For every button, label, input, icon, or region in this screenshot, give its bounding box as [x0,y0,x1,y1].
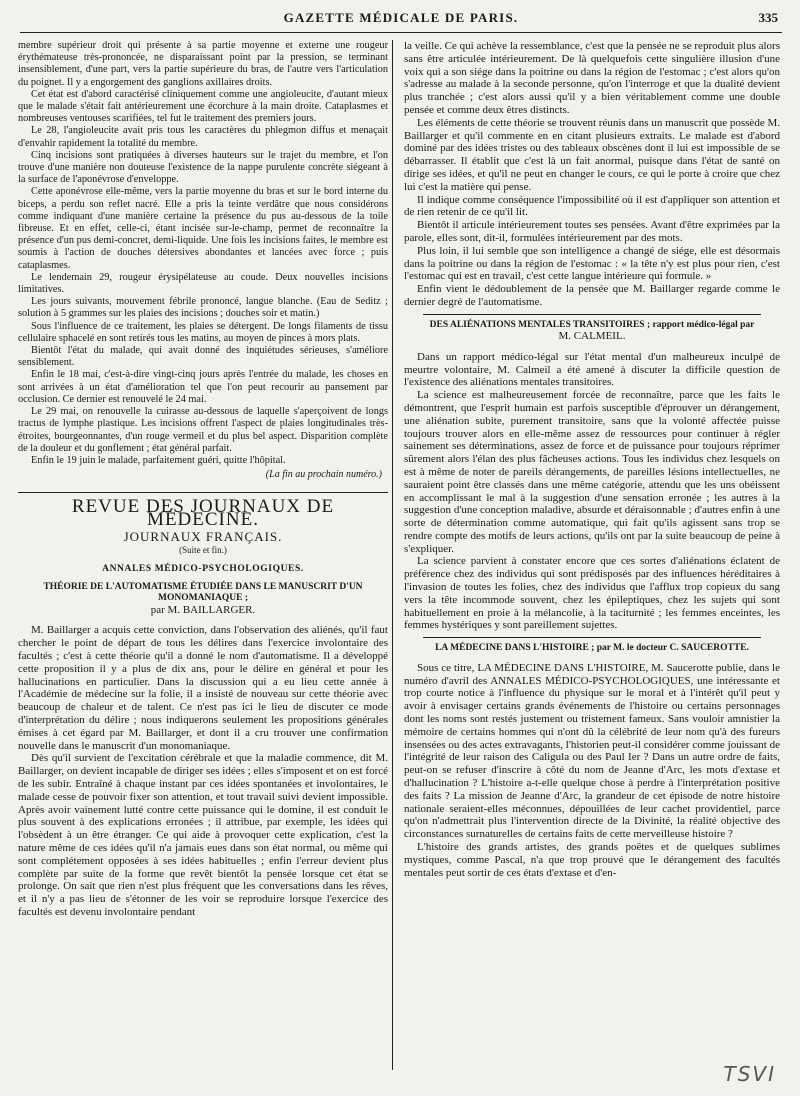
article-rule [423,314,761,315]
article2-title [404,320,780,344]
article-paragraph: Dans un rapport médico-légal sur l'état mental d'un malheureux inculpé de meurtre volontaire, M. Calmeil a été amené à discuter la difficile question de l'existence des aliénations mentales transitoires. [404,350,780,389]
article-author: par M. BAILLARGER. [150,603,256,616]
column-divider [392,40,393,1070]
case-paragraph: Enfin le 19 juin le malade, parfaitement guéri, quitte l'hôpital. [31,454,286,466]
article-paragraph: Bientôt il articule intérieurement toutes ses pensées. Avant d'être exprimées par la parole, elles sont, dit-il, formulées intérieurement par des mots. [404,219,780,244]
subsection-title: JOURNAUX FRANÇAIS. [123,528,283,544]
article-paragraph: Il indique comme conséquence l'impossibilité où il est d'appliquer son attention et de rien retenir de ce qu'il lit. [404,193,780,219]
article-paragraph: Les éléments de cette théorie se trouvent réunis dans un manuscrit que possède M. Baillarger et qu'il commente en en citant plusieurs extraits. Le malade est d'abord dominé par des idées tristes ou des tableaux obscènes dont il lui est impossible de se débarrasser. Il établit que c'est là un fait anormal, puisque dans l'état de santé on dirige ses idées, et qu'il ne peut en changer le cours, ce qui le porte à croire que chez lui c'est la matière qui pense. [404,116,780,193]
article-paragraph: La science parvient à constater encore que ces sortes d'aliénations éclatent de préférence chez des individus qui sont prédisposés par des influences héréditaires à l'invasion de toutes les folies, chez des individus que l'afflux trop copieux du sang vers la tête incommode souvent, chez les épileptiques, chez les sujets qui sont habituellement en proie à la mélancolie, à la taciturnité ; les femmes enceintes, les femmes hystériques y sont pareillement sujettes. [404,555,780,632]
article-paragraph: M. Baillarger a acquis cette conviction, dans l'observation des aliénés, qu'il faut chercher le point de départ de tous les délires dans l'exercice involontaire des facultés ; c'est à cette théorie qu'il a donné le nom d'automatisme. Il a développé cette proposition il y a plus de dix ans, pour le délire en général et pour les hallucinations en particulier. Dans la discussion qui a eu lieu cette année à l'Académie de médecine sur la folie, il a insisté de nouveau sur cette théorie avec beaucoup de chaleur et de talent. Ce n'est pas ici le lieu de discuter ce mode d'interprétation du délire ; nous indiquerons seulement les propositions générales émises à cet égard par M. Baillarger, et dont il a cru trouver une confirmation nouvelle dans le manuscrit d'un monomaniaque. [18,624,388,752]
article-paragraph: Sous ce titre, LA MÉDECINE DANS L'HISTOIRE, M. Saucerotte publie, dans le numéro d'avril des ANNALES MÉDICO-PSYCHOLOGIQUES, une intéressante et trop courte notice à l'influence du physique sur le moral et à l'intérêt qu'il peut y avoir à envisager certains grands événements de l'histoire ou certains personnages dont les noms sont restés justement ou tristement fameux. Sans vouloir amnistier la mémoire de certains hommes qui n'ont dû la célébrité de leur nom qu'à des fureurs insensées ou des actes extravagants, l'historien peut-il considérer comme jouissant de l'intégrité de leur raison des Caligula ou des Paul Ier ? Dans un autre ordre de faits, peut-on se refuser d'inscrire à côté du nom de Jeanne d'Arc, les mots d'extase et d'hallucination ? L'histoire a-t-elle quelque chose à perdre à l'interprétation positive des faits ? La mission de Jeanne d'Arc, la grandeur de cet épisode de notre histoire nationale seraient-elles méconnues, dépouillées de leur cachet providentiel, parce qu'on n'admettrait plus l'intervention directe de la Divinité, la réalité objective des circonstances surnaturelles de certains faits de cette merveilleuse histoire ? [404,661,780,841]
case-paragraph: Les jours suivants, mouvement fébrile prononcé, langue blanche. (Eau de Seditz ; solution à 5 grammes sur les plaies des incisions ; douches soir et matin.) [18,296,388,320]
rubric-title: ANNALES MÉDICO-PSYCHOLOGIQUES. [102,564,304,575]
case-paragraph: Cet état est d'abord caractérisé cliniquement comme une angioleucite, d'autant mieux que le malade s'était fait antérieurement une écorchure à la main droite. Cataplasmes et nombreuses ventouses scarifiées, tel fut le traitement des premiers jours. [18,88,388,125]
page-number: 335 [758,10,778,25]
article-paragraph: Plus loin, il lui semble que son intelligence a changé de siége, elle est désormais dans la poitrine ou dans la région de l'estomac : « la tête n'y est plus pour rien, c'est l'estomac qui est en travail, c'est cette langue intérieure qui formule. » [404,244,780,283]
journal-title: GAZETTE MÉDICALE DE PARIS. [283,10,519,25]
header-rule [20,32,782,33]
case-paragraph: Sous l'influence de ce traitement, les plaies se détergent. De longs filaments de tissu cellulaire sphacelé en sont retirés tous les matins, au moyen de pinces à mors plats. [18,320,388,344]
case-paragraph: membre supérieur droit qui présente à sa partie moyenne et externe une rougeur érythémateuse très-prononcée, ne disparaissant point par la pression, se terminant insensiblement, d'une part, vers la partie supérieure du bras, de l'autre vers l'articulation du poignet. Il y a engorgement des ganglions axillaires droits. [18,40,388,88]
right-column [404,40,780,1080]
left-column [18,40,388,1080]
case-paragraph: Cinq incisions sont pratiquées à diverses hauteurs sur le trajet du membre, et l'on trouve d'une manière non douteuse l'existence de la nappe purulente concrète siégeant à la surface de l'aponévrose d'enveloppe. [18,149,388,186]
article-rule [423,637,761,638]
case-paragraph: Le 28, l'angioleucite avait pris tous les caractères du phlegmon diffus et menaçait d'envahir rapidement la totalité du membre. [18,125,388,149]
page-header [20,10,782,30]
article-paragraph: Enfin vient le dédoublement de la pensée que M. Baillarger regarde comme le dernier degré de l'automatisme. [404,283,780,308]
article2-title-text: DES ALIÉNATIONS MENTALES TRANSITOIRES ; rapport médico-légal par [429,319,755,330]
section-rule [18,492,388,493]
suite-note: (Suite et fin.) [179,545,227,556]
article-paragraph: Dès qu'il survient de l'excitation cérébrale et que la maladie commence, dit M. Baillarger, on devient incapable de diriger ses idées ; elles s'imposent et on est forcé de les subir. Entraîné à chaque instant par ces idées spontanées et involontaires, le malade cesse de pouvoir fixer son attention, et tout travail suivi devient impossible. Après avoir vainement lutté contre cette puissance qui le domine, il est conduit le plus souvent à des explications erronées ; il attribue, par exemple, les idées qui l'obsèdent à un être étranger. Ce qui aide à provoquer cette explication, c'est la nature même de ces idées qu'il n'a jamais eues dans son état normal, ou même qui sont complétement opposées à ses idées habituelles ; enfin l'erreur devient plus complète par suite de la forme que revêt bientôt la pensée lorsque cet état se prolonge. On sait que rien n'est plus fréquent que les conversations dans les rêves, et il n'y a pas lieu de s'étonner de les voir se reproduire lorsque l'exercice des facultés est devenu involontaire pendant [18,752,388,918]
article-title-text: THÉORIE DE L'AUTOMATISME ÉTUDIÉE DANS LE MANUSCRIT D'UN MONOMANIAQUE ; [43,581,363,604]
section-title: REVUE DES JOURNAUX DE MÉDECINE. [71,495,335,530]
handwritten-annotation: TSVI [723,1062,776,1086]
article-paragraph: L'histoire des grands artistes, des grands poëtes et de quelques sublimes mystiques, comme Pascal, n'a que trop prouvé que le dérangement des facultés mentales peut sortir de ces états d'extase et d'en- [404,840,780,879]
case-paragraph: Bientôt l'état du malade, qui avait donné des inquiétudes sérieuses, s'améliore sensiblement. [18,345,388,369]
case-paragraph: Le 29 mai, on renouvelle la cuirasse au-dessous de laquelle s'aperçoivent de longs tractus de lymphe plastique. Les incisions offrent l'aspect de plaies longitudinales très-étroites, bourgeonnantes, d'un rouge vermeil et du plus bel aspect. Disparition complète de la douleur et du gonflement ; état général parfait. [18,406,388,454]
case-paragraph: Enfin le 18 mai, c'est-à-dire vingt-cinq jours après l'entrée du malade, les choses en sont arrivées à un état d'amélioration tel que l'on peut recourir au pansement par occlusion. Ce dernier est renouvelé le 24 mai. [18,369,388,405]
article-paragraph: La science est malheureusement forcée de reconnaître, parce que les faits le démontrent, que l'esprit humain est parfois susceptible d'éprouver un dérangement, une aliénation subite, purement transitoire, sans que la volonté affectée puisse toujours trouver alors en elle-même assez de ressources pour continuer à régler sainement ses déterminations, assez de force et de puissance pour toujours réprimer sûrement alors l'élan des plus fâcheuses actions. Tous les individus chez lesquels on est à même de noter de pareils dérangements, de pareilles lésions intellectuelles, ne sauraient point être classés dans une même catégorie, attendu que les uns obéissent en accomplissant le mal à la suggestion d'une sensation erronée ; les autres à la suggestion d'une conception maladive, absurde et déraisonnable ; d'autres enfin à une sorte de détermination comme automatique, qui fait qu'ils agissent sans trop se rendre compte des motifs de leurs actions, qu'ils ont par la suite beaucoup de peine à s'expliquer. [404,389,780,555]
case-paragraph: Cette aponévrose elle-même, vers la partie moyenne du bras et sur le bord interne du biceps, a perdu son reflet nacré. Elle a pris la teinte verdâtre que nous considérons comme indiquant d'une manière certaine la présence du pus au-dessous de la toile fibreuse. Et en effet, celle-ci, étant incisée sur-le-champ, permet de reconnaître la présence d'un pus demi-concret, demi-liquide. Une fois les incisions faites, le membre est soumis à l'action de douches détersives abondantes et lancées avec force ; puis cataplasmes. [18,186,388,271]
case-paragraph: Le lendemain 29, rougeur érysipélateuse au coude. Deux nouvelles incisions limitatives. [18,271,388,296]
article-paragraph: la veille. Ce qui achève la ressemblance, c'est que la pensée ne se reproduit plus alors sans être articulée intérieurement. De là quelquefois cette singulière illusion d'une voix qui a son siége dans la poitrine ou dans la région de l'estomac ; c'est alors qu'on s'adresse au malade à la seconde personne, qu'on l'interroge et que la dualité devient plus tranchée ; c'est alors aussi qu'il y a bien véritablement comme une double pensée et comme deux êtres distincts. [404,40,780,116]
article3-title: LA MÉDECINE DANS L'HISTOIRE ; par M. le docteur C. SAUCEROTTE. [435,643,749,654]
continuation-note: (La fin au prochain numéro.) [265,469,382,481]
article-title [18,582,388,618]
article2-author: M. CALMEIL. [558,330,626,343]
